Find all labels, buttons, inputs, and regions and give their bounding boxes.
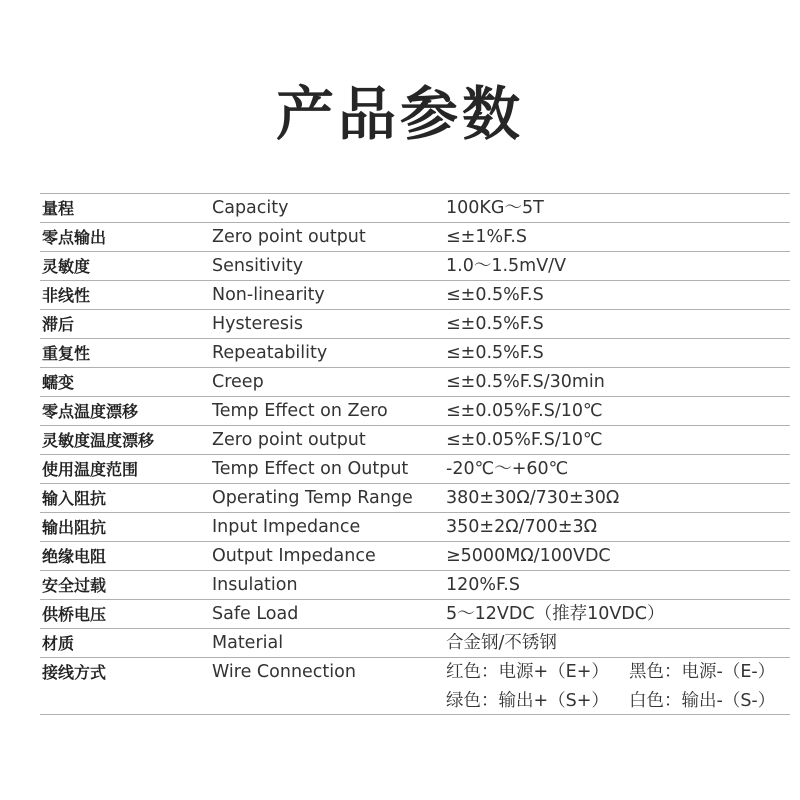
table-row — [40, 222, 790, 251]
param-name-en: Operating Temp Range — [212, 488, 413, 508]
param-value: ≥5000MΩ/100VDC — [446, 546, 611, 566]
param-name-cn: 滞后 — [42, 315, 75, 334]
param-value: 350±2Ω/700±3Ω — [446, 517, 598, 537]
param-name-cn: 灵敏度温度漂移 — [42, 431, 155, 450]
param-value: ≤±0.5%F.S — [446, 285, 544, 305]
table-row — [40, 541, 790, 570]
table-row — [40, 425, 790, 454]
param-name-cn: 非线性 — [42, 286, 91, 305]
param-name-cn: 量程 — [42, 199, 75, 218]
param-name-cn: 输出阻抗 — [42, 518, 107, 537]
param-name-cn: 接线方式 — [42, 663, 107, 682]
param-value: 380±30Ω/730±30Ω — [446, 488, 620, 508]
param-name-en: Output Impedance — [212, 546, 376, 566]
param-value: ≤±0.05%F.S/10℃ — [446, 430, 603, 450]
table-row — [40, 309, 790, 338]
param-name-cn: 供桥电压 — [42, 605, 107, 624]
table-row — [40, 280, 790, 309]
param-value: ≤±0.5%F.S/30min — [446, 372, 605, 392]
param-name-en: Zero point output — [212, 227, 366, 247]
param-name-cn: 使用温度范围 — [42, 460, 139, 479]
param-name-en: Hysteresis — [212, 314, 303, 334]
param-value: 合金钢/不锈钢 — [446, 633, 557, 653]
param-name-en: Sensitivity — [212, 256, 304, 276]
table-row — [40, 512, 790, 541]
page-title: 产品参数 — [275, 80, 524, 148]
table-row — [40, 454, 790, 483]
param-name-en: Temp Effect on Zero — [212, 401, 388, 421]
param-name-cn: 绝缘电阻 — [42, 547, 107, 566]
table-row — [40, 396, 790, 425]
param-name-en: Wire Connection — [212, 662, 356, 682]
param-name-cn: 灵敏度 — [42, 257, 91, 276]
param-name-en: Input Impedance — [212, 517, 361, 537]
param-value: 1.0～1.5mV/V — [446, 256, 567, 276]
wire-connection-row — [40, 657, 790, 715]
param-name-cn: 蠕变 — [42, 373, 75, 392]
table-row — [40, 338, 790, 367]
param-name-en: Capacity — [212, 198, 289, 218]
param-name-en: Material — [212, 633, 284, 653]
wire-green: 绿色：输出+（S+） — [446, 691, 609, 711]
param-name-en: Safe Load — [212, 604, 299, 624]
param-value: 5～12VDC（推荐10VDC） — [446, 604, 665, 624]
table-row — [40, 251, 790, 280]
param-value: ≤±0.05%F.S/10℃ — [446, 401, 603, 421]
wire-black: 黑色：电源-（E-） — [629, 662, 776, 682]
param-name-en: Non-linearity — [212, 285, 325, 305]
param-name-cn: 材质 — [42, 634, 75, 653]
param-name-en: Repeatability — [212, 343, 328, 363]
param-name-en: Insulation — [212, 575, 298, 595]
param-name-cn: 零点温度漂移 — [42, 402, 139, 421]
param-name-cn: 零点输出 — [42, 228, 107, 247]
param-value: -20℃～+60℃ — [446, 459, 569, 479]
param-name-en: Zero point output — [212, 430, 366, 450]
table-row — [40, 367, 790, 396]
wire-red: 红色：电源+（E+） — [446, 662, 609, 682]
param-value: ≤±0.5%F.S — [446, 314, 544, 334]
table-row — [40, 628, 790, 657]
wire-line-output — [446, 687, 775, 716]
param-name-en: Temp Effect on Output — [212, 459, 409, 479]
param-name-cn: 重复性 — [42, 344, 91, 363]
spec-table — [40, 193, 790, 715]
param-value: ≤±1%F.S — [446, 227, 528, 247]
param-value: ≤±0.5%F.S — [446, 343, 544, 363]
param-value: 100KG～5T — [446, 198, 544, 218]
param-name-en: Creep — [212, 372, 264, 392]
wire-white: 白色：输出-（S-） — [629, 691, 776, 711]
table-row — [40, 483, 790, 512]
table-row — [40, 193, 790, 222]
param-value: 120%F.S — [446, 575, 520, 595]
wire-line-power — [446, 658, 775, 687]
table-row — [40, 599, 790, 628]
param-name-cn: 输入阻抗 — [42, 489, 107, 508]
param-name-cn: 安全过载 — [42, 576, 107, 595]
table-row — [40, 570, 790, 599]
